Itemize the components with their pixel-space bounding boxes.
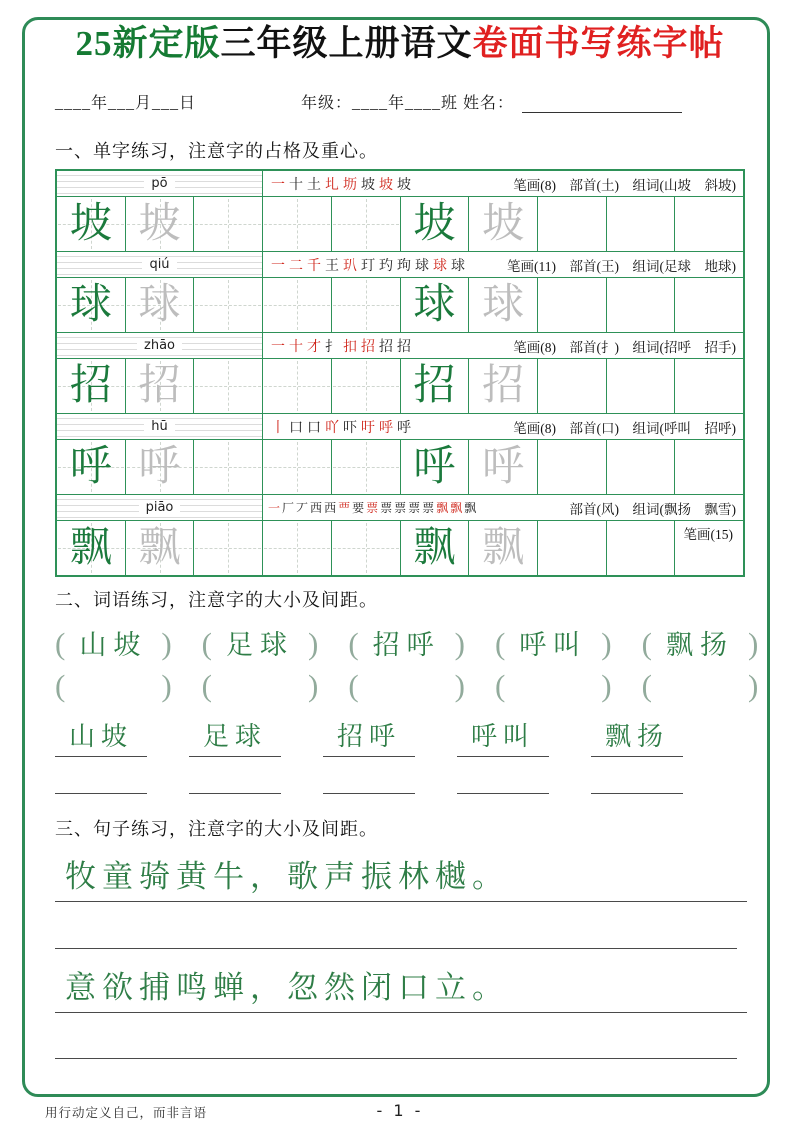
underline [55,756,147,757]
trace-char-gray: 飘 [482,525,525,572]
practice-cell-empty[interactable] [263,278,332,332]
close-paren: ) [307,668,319,704]
title-subject: 三年级上册语文 [220,24,473,63]
word-underline-group [189,716,281,757]
close-paren: ) [601,668,612,704]
practice-cell [401,359,470,413]
practice-cell [401,278,470,332]
practice-cell [469,278,538,332]
stroke-count-label: 笔画(15) [683,527,733,543]
practice-cell-empty[interactable] [263,521,332,575]
char-row-header [57,171,743,197]
page-title [55,24,745,64]
trace-char-gray: 坡 [482,201,525,248]
practice-cell-empty[interactable] [607,521,676,575]
practice-cell [469,521,538,575]
section-three-heading: 三、句子练习，注意字的大小及间距。 [55,819,378,840]
practice-cell-empty[interactable] [332,197,401,251]
practice-cell-empty[interactable] [263,197,332,251]
word-underline-group [457,716,549,757]
model-char-green: 坡 [413,201,456,248]
open-paren: ( [55,668,66,704]
trace-char-gray: 球 [482,282,525,329]
model-char-green: 球 [69,282,112,329]
stroke-order-strip: 丨 口 口 吖 吓 吁 呼 呼 [271,420,411,436]
model-char-green: 呼 [69,444,112,491]
footer-motto: 用行动定义自己，而非言语 [45,1106,208,1121]
open-paren: ( [348,626,359,662]
word-label: 招呼 [336,722,401,752]
stroke-order-strip: 一 十 才 扌 扣 招 招 招 [271,339,411,355]
stroke-order-strip: 一 十 土 圠 坜 坡 坡 坡 [271,177,411,193]
practice-row [57,521,743,575]
page-content [45,24,759,1121]
practice-cell [401,440,470,494]
word-label: 呼叫 [519,630,588,661]
close-paren: ) [747,626,759,662]
model-char-green: 招 [413,363,456,410]
practice-cell-empty[interactable] [194,278,263,332]
pinyin-cell [57,414,263,439]
underline [457,756,549,757]
open-paren: ( [494,626,506,662]
practice-cell-empty[interactable] [332,440,401,494]
practice-cell-empty[interactable] [607,278,676,332]
blank-word-line[interactable] [189,793,281,794]
page-number: - 1 - [376,1101,424,1121]
char-info-label: 部首(风) 组词(飘扬 飘雪) [569,501,736,517]
practice-cell-empty[interactable] [675,359,743,413]
practice-cell-empty[interactable] [675,197,743,251]
empty-word-group[interactable] [201,668,319,704]
practice-cell-empty[interactable] [194,521,263,575]
char-row-zhao [57,333,743,414]
practice-cell [126,359,195,413]
stroke-order-strip: 一 二 千 王 玐 玎 玓 玽 球 球 球 [271,258,465,274]
word-label: 山坡 [79,630,148,661]
trace-char-gray: 坡 [138,201,181,248]
practice-cell [126,278,195,332]
pinyin-label: piāo [139,500,181,515]
character-practice-table [55,169,745,577]
practice-cell-empty[interactable] [194,440,263,494]
blank-sentence-line[interactable] [55,1058,737,1059]
practice-cell-empty[interactable] [332,521,401,575]
char-row-po [57,171,743,252]
char-row-piao [57,495,743,575]
empty-word-group[interactable] [55,668,172,704]
pinyin-label: qiú [142,257,176,272]
open-paren: ( [494,668,506,704]
model-char-green: 飘 [69,525,112,572]
sentence-text: 意欲捕鸣蝉，忽然闭口立。 [65,970,509,1006]
practice-cell [469,359,538,413]
practice-cell [57,521,126,575]
sentence-text: 牧童骑黄牛，歌声振林樾。 [65,859,509,895]
char-info-label: 笔画(8) 部首(土) 组词(山坡 斜坡) [513,177,736,193]
char-row-hu [57,414,743,495]
empty-paren-row [55,668,759,704]
pinyin-cell [57,495,263,520]
trace-char-gray: 呼 [482,444,525,491]
underline [323,756,415,757]
pinyin-label: hū [144,419,174,434]
pinyin-label: pō [144,176,174,191]
open-paren: ( [641,626,652,662]
practice-cell-empty[interactable] [263,440,332,494]
sentence-line-1 [55,841,747,902]
blank-word-line[interactable] [323,793,415,794]
model-char-green: 坡 [69,201,112,248]
pinyin-cell [57,333,263,358]
word-underline-group [323,716,415,757]
model-char-green: 飘 [413,525,456,572]
date-blank-field[interactable]: ____年___月___日 [55,95,197,113]
word-group [55,623,172,662]
word-label: 足球 [202,722,267,752]
word-label: 招呼 [372,630,441,661]
close-paren: ) [161,626,172,662]
open-paren: ( [55,626,66,662]
word-label: 足球 [225,630,294,661]
practice-cell-empty[interactable] [675,278,743,332]
word-underline-group [591,716,683,757]
practice-cell [469,440,538,494]
practice-cell-empty[interactable] [538,359,607,413]
word-group [495,623,612,662]
word-label: 飘扬 [604,722,669,752]
blank-word-line[interactable] [55,793,147,794]
word-paren-row [55,623,759,662]
close-paren: ) [307,626,319,662]
word-group [202,623,319,662]
practice-cell-empty[interactable] [607,440,676,494]
word-label: 飘扬 [665,630,734,661]
open-paren: ( [201,626,212,662]
section-one-heading: 一、单字练习，注意字的占格及重心。 [55,141,378,162]
word-label: 呼叫 [470,722,535,752]
char-row-header [57,414,743,440]
model-char-green: 呼 [413,444,456,491]
underline [591,756,683,757]
title-edition: 25新定版 [75,24,221,63]
char-row-qiu [57,252,743,333]
blank-underline-row [55,793,745,794]
blank-word-line[interactable] [457,793,549,794]
word-underline-row [55,716,745,757]
word-underline-group [55,716,147,757]
practice-cell [57,197,126,251]
practice-cell-empty[interactable] [332,278,401,332]
trace-char-gray: 招 [482,363,525,410]
practice-cell [401,521,470,575]
close-paren: ) [601,626,612,662]
practice-cell-empty[interactable] [194,359,263,413]
practice-row [57,278,743,332]
practice-cell [57,440,126,494]
pinyin-cell [57,171,263,196]
underline [189,756,281,757]
practice-row [57,440,743,494]
title-type: 卷面书写练字帖 [472,24,725,63]
trace-char-gray: 呼 [138,444,181,491]
page-footer [45,1101,745,1121]
blank-word-line[interactable] [591,793,683,794]
practice-cell [469,197,538,251]
close-paren: ) [454,626,465,662]
sentence-line-2 [55,949,747,1013]
practice-cell-empty[interactable] [332,359,401,413]
practice-cell [126,197,195,251]
open-paren: ( [641,668,652,704]
close-paren: ) [454,668,465,704]
practice-row [57,197,743,251]
word-group [642,623,759,662]
practice-cell [57,278,126,332]
model-char-green: 招 [69,363,112,410]
empty-word-group[interactable] [348,668,465,704]
practice-cell [401,197,470,251]
pinyin-cell [57,252,263,277]
char-row-header [57,252,743,278]
practice-cell-empty[interactable] [607,197,676,251]
practice-cell-empty[interactable] [538,278,607,332]
practice-cell-empty[interactable] [675,440,743,494]
model-char-green: 球 [413,282,456,329]
section-two-heading: 二、词语练习，注意字的大小及间距。 [55,590,378,611]
char-row-header [57,333,743,359]
empty-word-group[interactable] [641,668,759,704]
practice-cell [57,359,126,413]
open-paren: ( [201,668,212,704]
char-info-label: 笔画(11) 部首(王) 组词(足球 地球) [507,258,736,274]
practice-cell-empty[interactable] [607,359,676,413]
practice-cell [126,440,195,494]
date-line [55,90,745,113]
practice-cell-empty[interactable] [538,440,607,494]
practice-cell [126,521,195,575]
char-info-label: 笔画(8) 部首(扌) 组词(招呼 招手) [513,339,736,355]
char-info-label: 笔画(8) 部首(口) 组词(呼叫 招呼) [513,420,736,436]
practice-cell-empty[interactable] [263,359,332,413]
pinyin-label: zhāo [137,338,182,353]
empty-word-group[interactable] [494,668,612,704]
open-paren: ( [348,668,359,704]
practice-row [57,359,743,413]
grade-name-labels: 年级：____年____班 姓名： [301,95,515,113]
close-paren: ) [747,668,759,704]
practice-cell-empty[interactable] [538,197,607,251]
word-label: 山坡 [68,722,133,752]
practice-cell-empty[interactable] [538,521,607,575]
trace-char-gray: 招 [138,363,181,410]
name-blank-field[interactable] [522,94,682,113]
char-row-header [57,495,743,521]
trace-char-gray: 球 [138,282,181,329]
trace-char-gray: 飘 [138,525,181,572]
stroke-order-strip: 一 厂 丆 西 西 覀 要 票 票 票 票 票 飘 飘 飘 [268,501,477,516]
practice-cell-empty[interactable] [194,197,263,251]
word-group [348,623,465,662]
close-paren: ) [161,668,172,704]
